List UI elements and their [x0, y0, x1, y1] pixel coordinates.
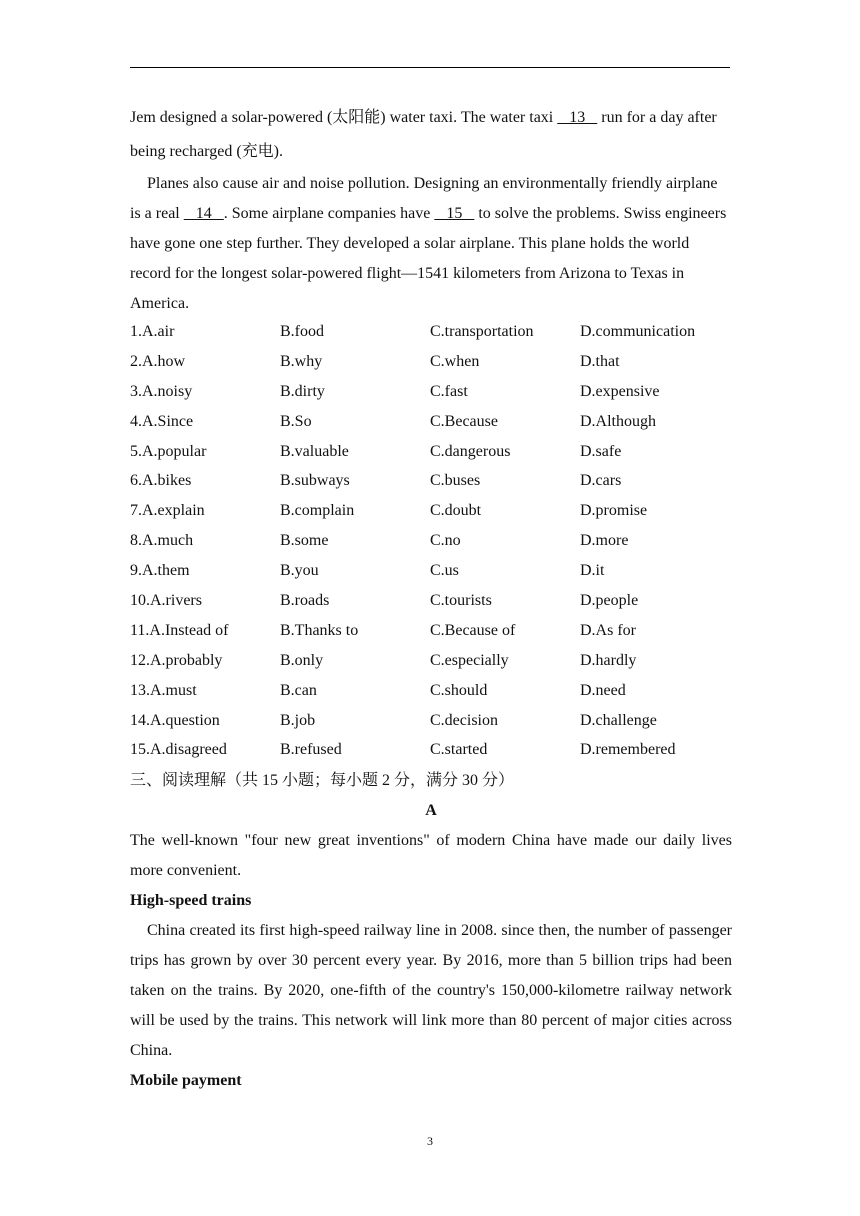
option-a: 13.A.must: [130, 681, 197, 699]
section-heading: 三、阅读理解（共 15 小题；每小题 2 分，满分 30 分）: [130, 772, 515, 789]
paragraph-planes: Planes also cause air and noise pollution. Designing an environmentally friendly airplane is a real 14 . Some airplane companies have 15 to solve the problems. Swiss engineers have gone one step further. They developed a solar airplane. This plane holds the world record for the longest solar-powered flight—1541 kilometers from Arizona to Texas in America.: [130, 175, 727, 312]
option-a: 2.A.how: [130, 352, 186, 370]
paragraph-water-taxi: Jem designed a solar-powered (太阳能) water taxi. The water taxi 13 run for a day after being recharged (充电).: [130, 109, 717, 160]
option-b: B.refused: [280, 741, 342, 759]
option-row: [130, 317, 732, 347]
option-a: 6.A.bikes: [130, 472, 192, 490]
option-row: [130, 586, 732, 616]
option-row: [130, 347, 732, 377]
reading-section: [130, 766, 732, 1096]
option-d: D.need: [580, 681, 626, 699]
option-d: D.promise: [580, 502, 648, 520]
option-a: 11.A.Instead of: [130, 621, 229, 639]
option-row: [130, 407, 732, 437]
option-a: 5.A.popular: [130, 442, 207, 460]
option-b: B.you: [280, 562, 319, 580]
blank-14: 14: [183, 205, 224, 222]
option-d: D.Although: [580, 412, 656, 430]
option-c: C.buses: [430, 472, 481, 490]
option-c: C.fast: [430, 382, 468, 400]
option-row: [130, 526, 732, 556]
option-c: C.dangerous: [430, 442, 511, 460]
passage-continuation: [130, 101, 732, 319]
option-c: C.transportation: [430, 323, 534, 340]
option-row: [130, 676, 732, 706]
intro-paragraph: The well-known "four new great inventions" of modern China have made our daily lives more convenient.: [130, 832, 732, 879]
option-row: [130, 466, 732, 496]
option-c: C.decision: [430, 711, 498, 729]
option-d: D.people: [580, 592, 639, 610]
option-a: 3.A.noisy: [130, 382, 193, 400]
option-d: D.As for: [580, 621, 636, 639]
option-d: D.safe: [580, 442, 622, 460]
option-c: C.Because: [430, 412, 498, 430]
option-d: D.more: [580, 532, 629, 550]
paragraph-high-speed-trains: China created its first high-speed railway line in 2008. since then, the number of passenger trips has grown by over 30 percent every year. By 2016, more than 5 billion trips had been taken on the trains. By 2020, one-fifth of the country's 150,000-kilometre railway network will be used by the trains. This network will link more than 80 percent of major cities across China.: [130, 922, 732, 1059]
blank-13: 13: [557, 109, 598, 126]
option-b: B.job: [280, 711, 316, 729]
option-d: D.challenge: [580, 711, 657, 729]
option-a: 1.A.air: [130, 323, 175, 340]
option-c: C.tourists: [430, 592, 492, 610]
options-list: [130, 317, 732, 765]
option-row: [130, 377, 732, 407]
option-b: B.roads: [280, 592, 330, 610]
page-number: 3: [427, 1134, 433, 1148]
option-d: D.hardly: [580, 651, 637, 669]
option-a: 4.A.Since: [130, 412, 194, 430]
option-c: C.when: [430, 352, 480, 370]
option-a: 7.A.explain: [130, 502, 205, 520]
option-d: D.expensive: [580, 382, 660, 400]
option-d: D.that: [580, 352, 620, 370]
option-b: B.So: [280, 412, 312, 430]
option-row: [130, 437, 732, 467]
option-a: 8.A.much: [130, 532, 194, 550]
option-row: [130, 646, 732, 676]
option-a: 15.A.disagreed: [130, 741, 227, 759]
option-d: D.communication: [580, 323, 696, 340]
option-row: [130, 735, 732, 765]
option-b: B.can: [280, 681, 317, 699]
passage-letter: A: [425, 802, 437, 819]
option-b: B.why: [280, 352, 323, 370]
option-b: B.dirty: [280, 382, 325, 400]
option-a: 10.A.rivers: [130, 592, 202, 610]
option-d: D.remembered: [580, 741, 676, 759]
option-row: [130, 556, 732, 586]
blank-15: 15: [434, 205, 475, 222]
option-c: C.Because of: [430, 621, 516, 639]
option-c: C.no: [430, 532, 461, 550]
option-c: C.should: [430, 681, 488, 699]
option-b: B.Thanks to: [280, 621, 359, 639]
option-c: C.started: [430, 741, 488, 759]
option-row: [130, 616, 732, 646]
option-a: 14.A.question: [130, 711, 220, 729]
option-a: 9.A.them: [130, 562, 190, 580]
option-row: [130, 496, 732, 526]
option-d: D.it: [580, 562, 605, 580]
subheading-mobile-payment: Mobile payment: [130, 1072, 242, 1089]
option-b: B.subways: [280, 472, 350, 490]
option-row: [130, 706, 732, 736]
header-rule: [130, 67, 730, 68]
option-b: B.food: [280, 323, 324, 340]
option-b: B.valuable: [280, 442, 349, 460]
option-c: C.us: [430, 562, 459, 580]
option-b: B.some: [280, 532, 329, 550]
option-c: C.especially: [430, 651, 509, 669]
option-d: D.cars: [580, 472, 622, 490]
option-b: B.only: [280, 651, 324, 669]
subheading-high-speed-trains: High-speed trains: [130, 892, 252, 909]
option-b: B.complain: [280, 502, 355, 520]
option-c: C.doubt: [430, 502, 482, 520]
option-a: 12.A.probably: [130, 651, 223, 669]
